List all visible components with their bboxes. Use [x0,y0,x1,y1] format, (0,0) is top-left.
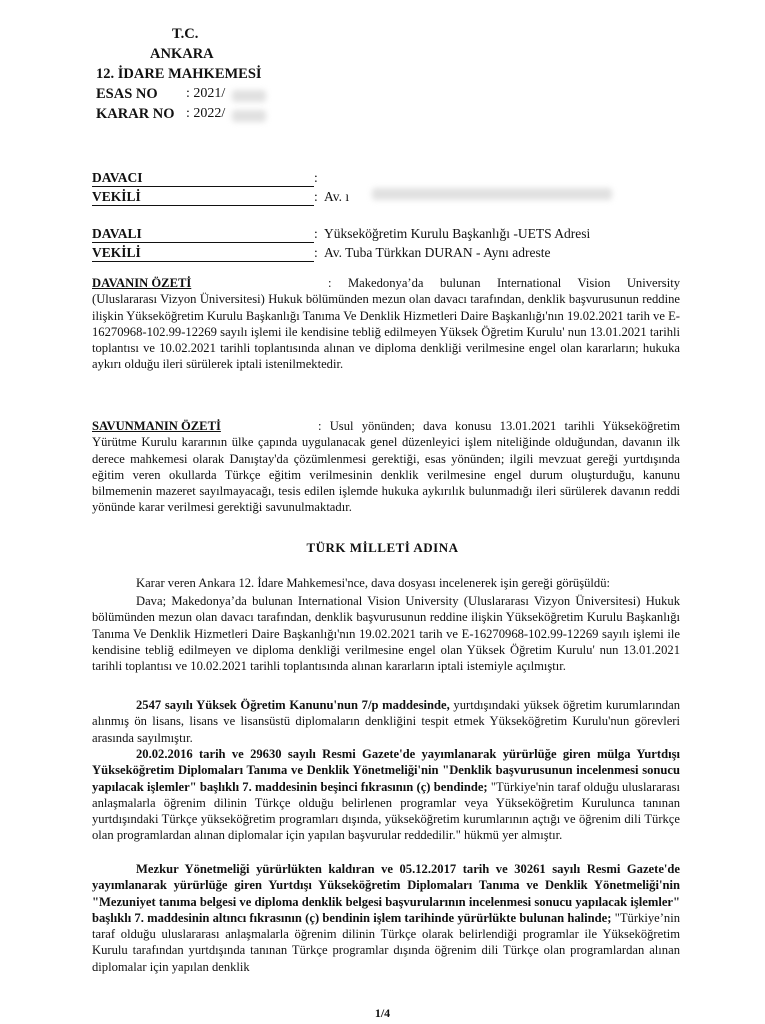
davanin-ozeti-paragraph [92,275,680,373]
karar-value: : 2022/ [186,106,226,121]
body-paragraph-1: Karar veren Ankara 12. İdare Mahkemesi'nce, dava dosyası incelenerek işin gereği görüşüldü: [136,576,611,590]
davaci-vekili-label: VEKİLİ [92,189,314,206]
body-paragraph-4-bold: 20.02.2016 tarih ve 29630 sayılı Resmi Gazete'de yayımlanarak yürürlüğe giren mülga Yurtdışı Yükseköğretim Diplomaları Tanıma ve Denklik Yönetmeliği'nin "Denklik başvurusunun incelenmesi sonucu yapılacak işlemler" başlıklı 7. maddesinin beşinci fıkrasının (ç) bendinde; [92,747,680,794]
body-paragraph-5 [92,861,680,975]
davali-label: DAVALI [92,226,314,243]
redaction-mark [232,90,266,102]
davali-vekili-colon: : [314,245,318,260]
page-number: 1/4 [374,1006,391,1020]
body-paragraph-5-text: "Türkiye’nin taraf olduğu uluslararası anlaşmalarla öğrenim dilinin Türkçe olarak belirlendiği programlar ile Yükseköğretim Kurulu tarafından yurtdışında tanınan Türkçe programlar dışında öğrenim dili Türkçe olan programlardan alınan diplomalar için yapılan denklik [92,910,680,974]
davali-value: Yükseköğretim Kurulu Başkanlığı -UETS Adresi [324,226,591,241]
header-court: 12. İDARE MAHKEMESİ [96,66,262,82]
davanin-ozeti-label: DAVANIN ÖZETİ [92,276,192,290]
redaction-mark [372,188,612,200]
davaci-label: DAVACI [92,170,314,187]
esas-value: : 2021/ [186,86,226,101]
body-paragraph-5-bold: Mezkur Yönetmeliği yürürlükten kaldıran ve 05.12.2017 tarih ve 30261 sayılı Resmi Gazete'de yayımlanarak yürürlüğe giren Yurtdışı Yükseköğretim Diplomaları Tanıma ve Denklik Yönetmeliği'nin "Mezuniyet tanıma belgesi ve diploma denklik belgesi başvurularının incelenmesi sonucu yapılacak işlemler" başlıklı 7. maddesinin altıncı fıkrasının (ç) bendinin işlem tarihinde yürürlükte bulunan halinde; [92,862,680,925]
karar-label: KARAR NO [96,106,175,122]
header-tc: T.C. [172,26,199,42]
davaci-vekili-colon: : [314,189,318,204]
body-paragraph-3-bold: 2547 sayılı Yüksek Öğretim Kanunu'nun 7/p maddesinde, [136,698,450,712]
body-paragraph-4-text: "Türkiye'nin taraf olduğu uluslararası anlaşmalarla öğrenim dilinin Türkçe olduğu belirlenen programlar veya Yükseköğretim Kurulunca tanınan yurtdışındaki Türkçe yükseköğretim programları dışında, yükseköğretim kurumlarının açtığı ve öğrenim dili Türkçe olan programlardan alınan diplomalar için yapılan başvurular reddedilir." hükmü yer almıştır. [92,779,680,843]
davali-colon: : [314,226,318,241]
party-davali-vekili [92,245,692,265]
davali-vekili-value: Av. Tuba Türkkan DURAN - Aynı adreste [324,245,551,260]
redaction-mark [232,110,266,122]
davali-vekili-label: VEKİLİ [92,245,314,262]
body-paragraph-2: Dava; Makedonya’da bulunan International Vision University (Uluslararası Vizyon Üniversitesi) Hukuk bölümünden mezun olan davacı tarafından, denklik başvurusunun reddine ilişkin Yükseköğretim Kurulu Başkanlığı Tanıma Ve Denklik Hizmetleri Daire Başkanlığı'nın 19.02.2021 tarih ve E-16270968-102.99-12269 sayılı işlemi ile kendisine tebliğ edilmeyen ve diploma denkliği verilmesine engel olan Yüksek Öğretim Kurulu' nun 13.01.2021 tarihli toplantısı ve 10.02.2021 tarihli toplantısında alınan kararların iptali istemiyle açılmıştır. [92,594,680,674]
party-davali [92,226,692,246]
body-paragraph-3 [92,697,680,746]
davaci-vekili-value: Av. ı [324,189,350,204]
header-city: ANKARA [150,46,214,62]
savunmanin-ozeti-paragraph [92,418,680,516]
savunmanin-ozeti-text: : Usul yönünden; dava konusu 13.01.2021 tarihli Yükseköğretim Yürütme Kurulu kararının ülke çapında uygulanacak genel düzenleyici işlem niteliğinde olduğundan, davanın ilk derece mahkemesi olarak Danıştay'da çözümlenmesi gerektiği, esas yönünden; ilgili mevzuat gereği yurtdışında eğitim veren okullarda Türkçe eğitim verilmesinin denklik verilmesine engel durum oluşturduğu, kanunu bilmemenin mazeret sayılmayacağı, tesis edilen işlemde hukuka aykırılık bulunmadığı ileri sürülerek davanın reddi yönünde karar verilmesi gerektiği savunulmaktadır. [92,419,680,515]
davanin-ozeti-text: : Makedonya’da bulunan International Vision University (Uluslararası Vizyon Üniversitesi) Hukuk bölümünden mezun olan davacı tarafından, denklik başvurusunun reddine ilişkin Yükseköğretim Kurulu Başkanlığı Tanıma Ve Denklik Hizmetleri Daire Başkanlığı'nın 19.02.2021 tarih ve E-16270968-102.99-12269 sayılı işlemi ile kendisine tebliğ edilmeyen Yüksek Öğretim Kurulu' nun 13.01.2021 tarihli toplantısı ve 10.02.2021 tarihli toplantısında alınan ve diploma denkliği verilmesine engel olan kararların; hukuka aykırı olduğu ileri sürülerek iptali istenilmektedir. [92,276,680,372]
esas-label: ESAS NO [96,86,158,102]
davaci-colon: : [314,170,318,185]
section-title: TÜRK MİLLETİ ADINA [306,540,459,555]
savunmanin-ozeti-label: SAVUNMANIN ÖZETİ [92,419,221,433]
body-paragraph-3-text: yurtdışındaki yüksek öğretim kurumlarından alınmış ön lisans, lisans ve lisansüstü diplomaların denkliğini tespit etmek Yükseköğretim Kurulu'nun görevleri arasında sayılmıştır. [92,698,680,745]
body-paragraph-4 [92,746,680,844]
party-davaci [92,170,692,190]
